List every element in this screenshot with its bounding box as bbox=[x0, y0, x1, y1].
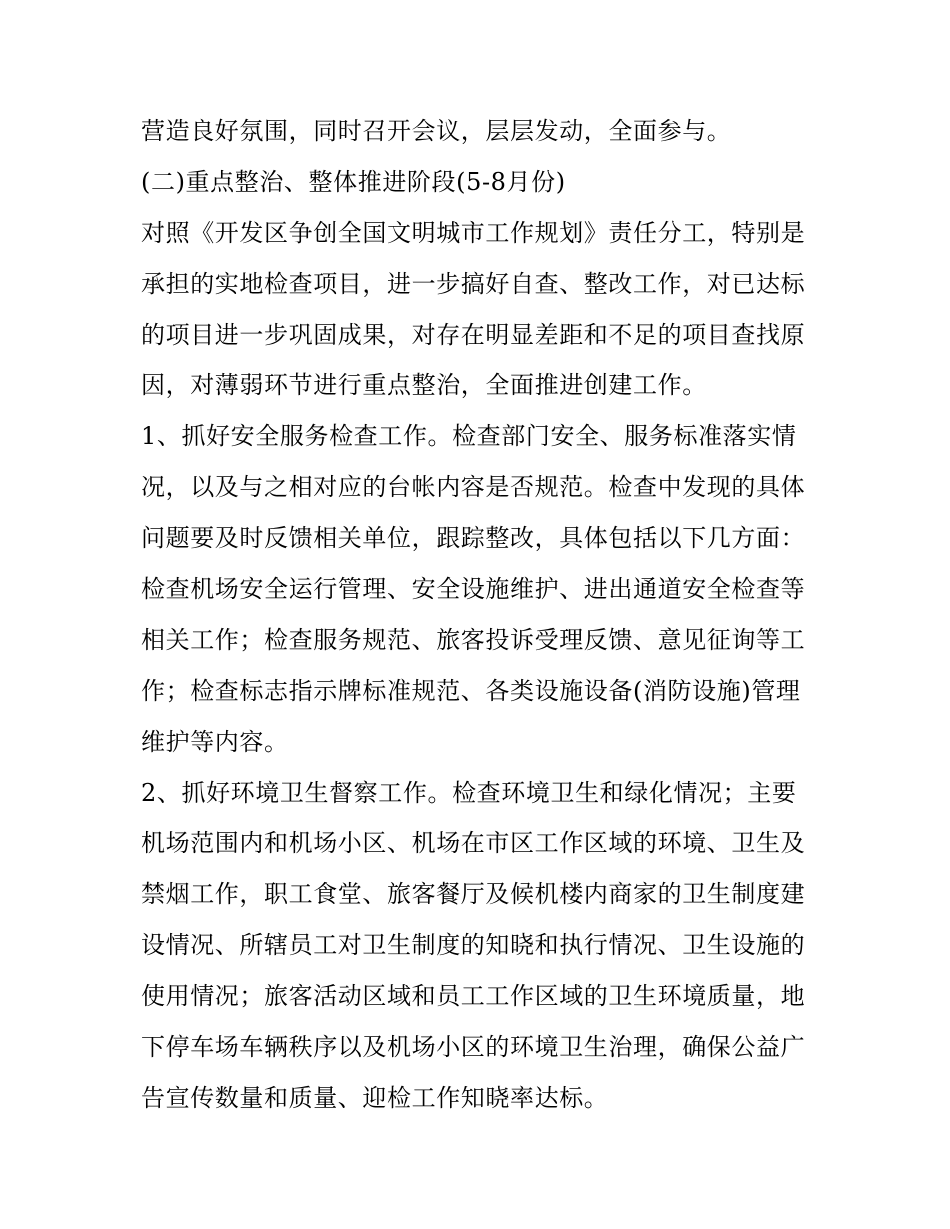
text-line: 禁烟工作，职工食堂、旅客餐厅及候机楼内商家的卫生制度建 bbox=[141, 880, 806, 909]
text-line: 维护等内容。 bbox=[141, 727, 289, 756]
text-line: 相关工作；检查服务规范、旅客投诉受理反馈、意见征询等工 bbox=[141, 625, 806, 654]
section-heading: (二)重点整治、整体推进阶段(5-8月份) bbox=[141, 167, 566, 196]
document-body bbox=[141, 106, 821, 1124]
text-line: 检查机场安全运行管理、安全设施维护、进出通道安全检查等 bbox=[141, 575, 806, 604]
text-line: 下停车场车辆秩序以及机场小区的环境卫生治理，确保公益广 bbox=[141, 1033, 806, 1062]
text-line: 对照《开发区争创全国文明城市工作规划》责任分工，特别是 bbox=[141, 218, 806, 247]
text-line: 2、抓好环境卫生督察工作。检查环境卫生和绿化情况；主要 bbox=[141, 778, 797, 807]
text-line: 作；检查标志指示牌标准规范、各类设施设备(消防设施)管理 bbox=[141, 676, 801, 705]
text-line: 承担的实地检查项目，进一步搞好自查、整改工作，对已达标 bbox=[141, 269, 806, 298]
text-line: 使用情况；旅客活动区域和员工工作区域的卫生环境质量，地 bbox=[141, 982, 806, 1011]
text-line: 问题要及时反馈相关单位，跟踪整改，具体包括以下几方面： bbox=[141, 524, 806, 553]
text-line: 机场范围内和机场小区、机场在市区工作区域的环境、卫生及 bbox=[141, 829, 806, 858]
text-line: 设情况、所辖员工对卫生制度的知晓和执行情况、卫生设施的 bbox=[141, 931, 806, 960]
text-line: 告宣传数量和质量、迎检工作知晓率达标。 bbox=[141, 1083, 609, 1112]
text-line: 因，对薄弱环节进行重点整治，全面推进创建工作。 bbox=[141, 371, 707, 400]
text-line: 1、抓好安全服务检查工作。检查部门安全、服务标准落实情 bbox=[141, 422, 797, 451]
text-line: 营造良好氛围，同时召开会议，层层发动，全面参与。 bbox=[141, 117, 732, 145]
text-line: 况，以及与之相对应的台帐内容是否规范。检查中发现的具体 bbox=[141, 473, 806, 502]
text-line: 的项目进一步巩固成果，对存在明显差距和不足的项目查找原 bbox=[141, 320, 806, 349]
